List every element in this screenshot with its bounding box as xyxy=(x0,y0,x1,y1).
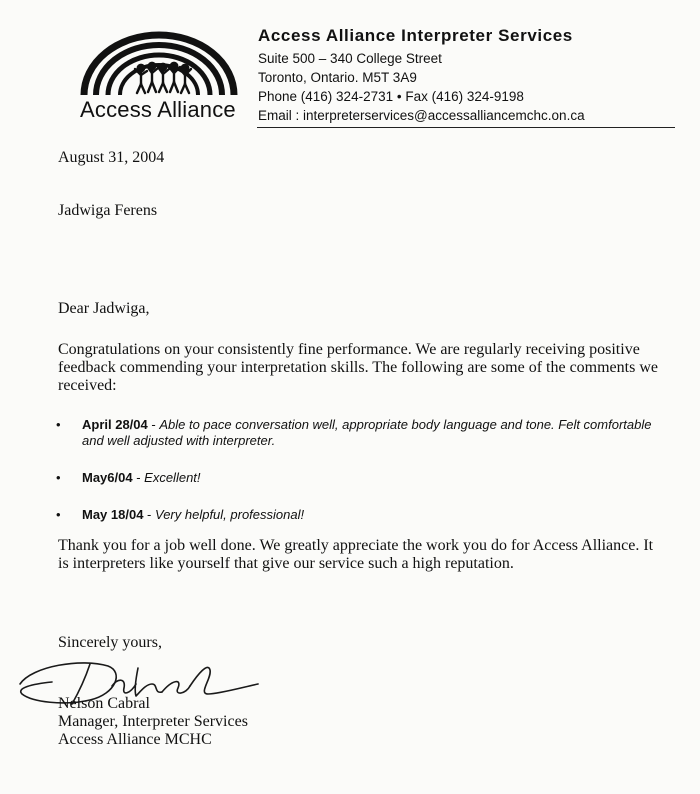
comment-text: Very helpful, professional! xyxy=(155,507,305,522)
address-line-2: Toronto, Ontario. M5T 3A9 xyxy=(258,70,417,85)
signer-organization: Access Alliance MCHC xyxy=(58,731,212,748)
letterhead-divider xyxy=(257,127,675,128)
bullet-icon: • xyxy=(56,417,61,432)
comment-separator: - xyxy=(143,507,155,522)
comment-date: May6/04 xyxy=(82,470,133,485)
phone-fax: Phone (416) 324-2731 • Fax (416) 324-9198 xyxy=(258,89,524,104)
bullet-icon: • xyxy=(56,470,61,485)
logo-wordmark: Access Alliance xyxy=(80,97,236,122)
signature-block xyxy=(58,695,248,749)
signer-name: Nelson Cabral xyxy=(58,695,150,712)
letterhead xyxy=(258,26,585,125)
list-item xyxy=(56,507,656,523)
body-paragraph-1: Congratulations on your consistently fine performance. We are regularly receiving positive feedback commending your interpretation skills. The following are some of the comments we received: xyxy=(58,341,658,394)
comments-list xyxy=(56,417,656,544)
comment-date: May 18/04 xyxy=(82,507,144,522)
comment-separator: - xyxy=(132,470,145,485)
signer-title: Manager, Interpreter Services xyxy=(58,713,248,730)
email: Email : interpreterservices@accessalliancemchc.on.ca xyxy=(258,108,585,123)
address-line-1: Suite 500 – 340 College Street xyxy=(258,51,442,66)
bullet-icon: • xyxy=(56,507,61,522)
comment-text: Able to pace conversation well, appropriate body language and tone. Felt comfortable and well adjusted with interpreter. xyxy=(82,417,652,448)
letter-date: August 31, 2004 xyxy=(58,149,165,166)
body-paragraph-2: Thank you for a job well done. We greatly appreciate the work you do for Access Alliance. It is interpreters like yourself that give our service such a high reputation. xyxy=(58,537,654,572)
closing: Sincerely yours, xyxy=(58,634,162,651)
comment-date: April 28/04 xyxy=(82,417,148,432)
list-item xyxy=(56,417,656,449)
salutation: Dear Jadwiga, xyxy=(58,300,150,317)
recipient-name: Jadwiga Ferens xyxy=(58,202,158,219)
organization-name: Access Alliance Interpreter Services xyxy=(258,26,573,45)
comment-separator: - xyxy=(147,417,160,432)
comment-text: Excellent! xyxy=(144,470,201,485)
list-item xyxy=(56,470,656,486)
